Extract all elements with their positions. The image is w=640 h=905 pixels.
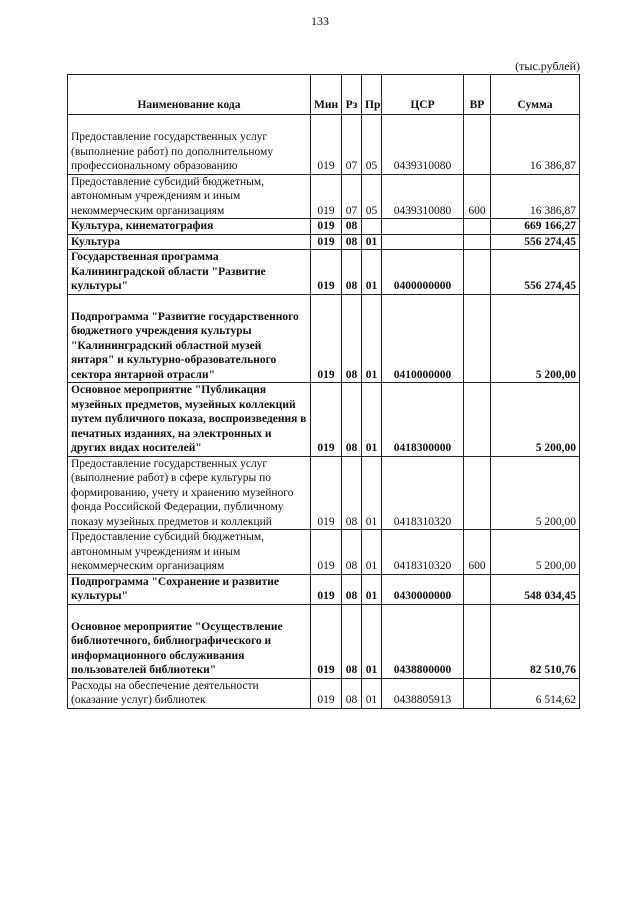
cell-rz: 08 [342, 294, 362, 383]
cell-sum: 6 514,62 [491, 678, 580, 708]
table-row [68, 115, 580, 175]
cell-min: 019 [311, 530, 342, 575]
cell-pr: 01 [362, 294, 382, 383]
table-header-row [68, 75, 580, 115]
cell-csr: 0430000000 [382, 574, 464, 604]
cell-rz: 08 [342, 383, 362, 457]
cell-rz: 08 [342, 678, 362, 708]
cell-vr [464, 250, 491, 295]
header-sum: Сумма [491, 75, 580, 115]
cell-rz: 07 [342, 115, 362, 175]
cell-name: Предоставление государственных услуг (выполнение работ) по дополнительному профессиональному образованию [68, 115, 311, 175]
cell-name: Основное мероприятие "Осуществление библиотечного, библиографического и информационного обслуживания пользователей библиотеки" [68, 604, 311, 678]
cell-min: 019 [311, 234, 342, 250]
cell-vr [464, 574, 491, 604]
cell-csr: 0418310320 [382, 456, 464, 530]
cell-name: Подпрограмма "Сохранение и развитие культуры" [68, 574, 311, 604]
cell-sum: 16 386,87 [491, 115, 580, 175]
cell-min: 019 [311, 294, 342, 383]
cell-min: 019 [311, 574, 342, 604]
page-number: 133 [311, 14, 329, 28]
cell-min: 019 [311, 174, 342, 219]
cell-vr [464, 456, 491, 530]
budget-table [67, 74, 580, 709]
table-row [68, 530, 580, 575]
cell-vr [464, 383, 491, 457]
header-pr: Пр [362, 75, 382, 115]
cell-vr [464, 678, 491, 708]
cell-pr: 05 [362, 174, 382, 219]
header-min: Мин [311, 75, 342, 115]
header-rz: Рз [342, 75, 362, 115]
cell-pr: 01 [362, 234, 382, 250]
cell-rz: 08 [342, 456, 362, 530]
cell-vr [464, 604, 491, 678]
cell-pr: 01 [362, 383, 382, 457]
cell-rz: 08 [342, 604, 362, 678]
cell-csr [382, 234, 464, 250]
cell-pr: 01 [362, 574, 382, 604]
units-label: (тыс.рублей) [515, 59, 580, 73]
cell-name: Культура, кинематография [68, 219, 311, 235]
cell-min: 019 [311, 383, 342, 457]
cell-vr [464, 115, 491, 175]
table-row [68, 294, 580, 383]
table-row [68, 250, 580, 295]
cell-min: 019 [311, 219, 342, 235]
cell-csr: 0418300000 [382, 383, 464, 457]
cell-pr: 01 [362, 604, 382, 678]
cell-min: 019 [311, 250, 342, 295]
table-row [68, 574, 580, 604]
cell-rz: 08 [342, 574, 362, 604]
cell-name: Предоставление субсидий бюджетным, автономным учреждениям и иным некоммерческим организациям [68, 174, 311, 219]
cell-sum: 16 386,87 [491, 174, 580, 219]
table-row [68, 234, 580, 250]
table-row [68, 604, 580, 678]
cell-name: Предоставление субсидий бюджетным, автономным учреждениям и иным некоммерческим организациям [68, 530, 311, 575]
table-row [68, 219, 580, 235]
cell-min: 019 [311, 456, 342, 530]
cell-name: Основное мероприятие "Публикация музейных предметов, музейных коллекций путем публичного показа, воспроизведения в печатных изданиях, на электронных и других видах носителей" [68, 383, 311, 457]
cell-name: Подпрограмма "Развитие государственного бюджетного учреждения культуры "Калининградский областной музей янтаря" и культурно-образовательного сектора янтарной отрасли" [68, 294, 311, 383]
cell-pr [362, 219, 382, 235]
cell-csr: 0438800000 [382, 604, 464, 678]
cell-sum: 5 200,00 [491, 456, 580, 530]
header-csr: ЦСР [382, 75, 464, 115]
cell-sum: 5 200,00 [491, 383, 580, 457]
cell-name: Культура [68, 234, 311, 250]
cell-name: Государственная программа Калининградской области "Развитие культуры" [68, 250, 311, 295]
cell-sum: 5 200,00 [491, 294, 580, 383]
table-body [68, 115, 580, 709]
cell-pr: 01 [362, 530, 382, 575]
cell-rz: 08 [342, 234, 362, 250]
cell-csr: 0438805913 [382, 678, 464, 708]
cell-csr: 0400000000 [382, 250, 464, 295]
cell-vr [464, 234, 491, 250]
cell-csr: 0418310320 [382, 530, 464, 575]
cell-rz: 08 [342, 219, 362, 235]
cell-rz: 08 [342, 530, 362, 575]
cell-pr: 01 [362, 678, 382, 708]
cell-csr: 0439310080 [382, 115, 464, 175]
cell-name: Предоставление государственных услуг (выполнение работ) в сфере культуры по формированию, учету и хранению музейного фонда Российской Федерации, публичному показу музейных предметов и коллекций [68, 456, 311, 530]
cell-min: 019 [311, 678, 342, 708]
cell-sum: 556 274,45 [491, 234, 580, 250]
cell-vr: 600 [464, 530, 491, 575]
table-row [68, 456, 580, 530]
cell-pr: 01 [362, 250, 382, 295]
cell-rz: 08 [342, 250, 362, 295]
table-row [68, 174, 580, 219]
table-row [68, 383, 580, 457]
cell-min: 019 [311, 604, 342, 678]
cell-sum: 5 200,00 [491, 530, 580, 575]
header-name: Наименование кода [68, 75, 311, 115]
cell-vr [464, 219, 491, 235]
cell-name: Расходы на обеспечение деятельности (оказание услуг) библиотек [68, 678, 311, 708]
cell-pr: 05 [362, 115, 382, 175]
cell-rz: 07 [342, 174, 362, 219]
cell-pr: 01 [362, 456, 382, 530]
cell-csr: 0439310080 [382, 174, 464, 219]
cell-vr [464, 294, 491, 383]
cell-sum: 548 034,45 [491, 574, 580, 604]
header-vr: ВР [464, 75, 491, 115]
cell-sum: 556 274,45 [491, 250, 580, 295]
cell-min: 019 [311, 115, 342, 175]
cell-csr: 0410000000 [382, 294, 464, 383]
table-row [68, 678, 580, 708]
cell-vr: 600 [464, 174, 491, 219]
cell-sum: 82 510,76 [491, 604, 580, 678]
cell-csr [382, 219, 464, 235]
cell-sum: 669 166,27 [491, 219, 580, 235]
